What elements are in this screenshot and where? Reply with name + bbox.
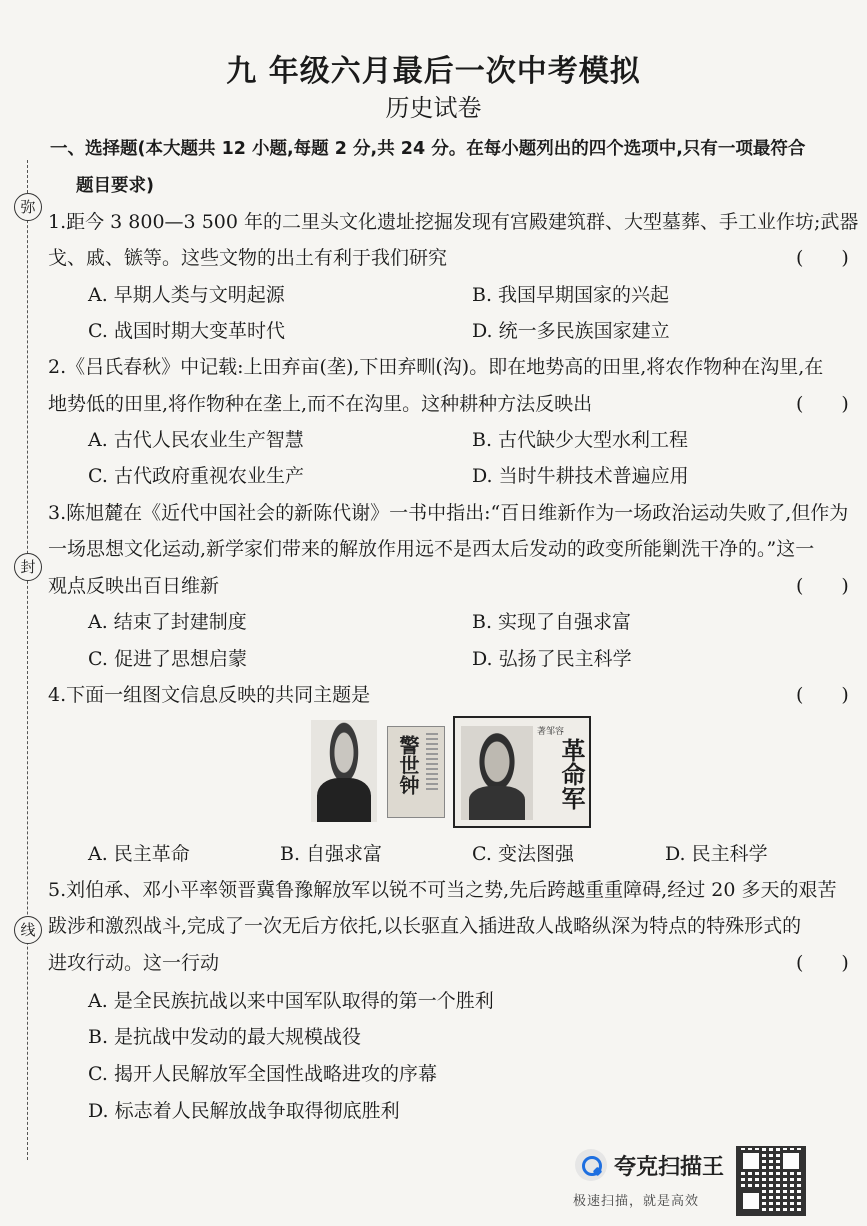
watermark-title: 夸克扫描王: [614, 1155, 725, 1180]
portrait-photo-man: [461, 726, 533, 820]
binding-mark-mi: 弥: [14, 193, 42, 221]
book-title-gemingjun: 革命军: [557, 738, 586, 810]
question-1-text: 1.距今 3 800—3 500 年的二里头文化遗址挖掘发现有宫殿建筑群、大型墓葬、手工业作坊;武器: [48, 211, 859, 233]
book-author-label: 著邹容: [537, 727, 565, 737]
book-title-jingshizhong: 警世钟: [396, 735, 420, 795]
quark-scanner-logo-icon: [575, 1149, 607, 1181]
binding-mark-xian: 线: [14, 916, 42, 944]
q5-option-d[interactable]: D. 标志着人民解放战争取得彻底胜利: [88, 1100, 400, 1122]
q5-option-b[interactable]: B. 是抗战中发动的最大规模战役: [88, 1026, 362, 1048]
q3-option-b[interactable]: B. 实现了自强求富: [472, 611, 632, 633]
q2-option-d[interactable]: D. 当时牛耕技术普遍应用: [472, 465, 689, 487]
question-3-text: 观点反映出百日维新: [48, 575, 220, 597]
q1-option-c[interactable]: C. 战国时期大变革时代: [88, 320, 285, 342]
question-3-text: 3.陈旭麓在《近代中国社会的新陈代谢》一书中指出:“百日维新作为一场政治运动失败了,但作为: [48, 502, 849, 524]
binding-dashed-line: [27, 160, 28, 1160]
book-cover-pattern: [426, 733, 438, 793]
q4-option-a[interactable]: A. 民主革命: [88, 843, 190, 865]
q4-option-d[interactable]: D. 民主科学: [665, 843, 768, 865]
q2-option-c[interactable]: C. 古代政府重视农业生产: [88, 465, 304, 487]
answer-bracket-3[interactable]: ( ): [796, 575, 849, 597]
q3-option-c[interactable]: C. 促进了思想启蒙: [88, 648, 247, 670]
question-2-text: 地势低的田里,将作物种在垄上,而不在沟里。这种耕种方法反映出: [48, 393, 593, 415]
answer-bracket-1[interactable]: ( ): [796, 247, 849, 269]
q4-option-c[interactable]: C. 变法图强: [472, 843, 574, 865]
question-5-text: 5.刘伯承、邓小平率领晋冀鲁豫解放军以锐不可当之势,先后跨越重重障碍,经过 20 多天的艰苦: [48, 879, 837, 901]
binding-mark-feng: 封: [14, 553, 42, 581]
answer-bracket-2[interactable]: ( ): [796, 393, 849, 415]
book-cover-jingshizhong: [387, 726, 445, 818]
section-heading-cont: 题目要求): [76, 176, 154, 196]
q4-option-b[interactable]: B. 自强求富: [280, 843, 383, 865]
q5-option-a[interactable]: A. 是全民族抗战以来中国军队取得的第一个胜利: [88, 990, 494, 1012]
q1-option-a[interactable]: A. 早期人类与文明起源: [88, 284, 285, 306]
question-4-images: [307, 716, 592, 828]
q3-option-d[interactable]: D. 弘扬了民主科学: [472, 648, 632, 670]
q2-option-b[interactable]: B. 古代缺少大型水利工程: [472, 429, 689, 451]
exam-subtitle: 历史试卷: [385, 94, 482, 122]
question-2-text: 2.《吕氏春秋》中记载:上田弃亩(垄),下田弃甽(沟)。即在地势高的田里,将农作物种在沟里,在: [48, 356, 824, 378]
watermark-subtitle: 极速扫描，就是高效: [573, 1194, 700, 1209]
qr-finder-pattern: [740, 1190, 762, 1212]
question-4-text: 4.下面一组图文信息反映的共同主题是: [48, 684, 371, 706]
q3-option-a[interactable]: A. 结束了封建制度: [88, 611, 247, 633]
q1-option-b[interactable]: B. 我国早期国家的兴起: [472, 284, 670, 306]
qr-finder-pattern: [740, 1150, 762, 1172]
section-heading: 一、选择题(本大题共 12 小题,每题 2 分,共 24 分。在每小题列出的四个选项中,只有一项最符合: [50, 139, 806, 159]
q5-option-c[interactable]: C. 揭开人民解放军全国性战略进攻的序幕: [88, 1063, 437, 1085]
question-5-text: 进攻行动。这一行动: [48, 952, 220, 974]
qr-finder-pattern: [780, 1150, 802, 1172]
question-3-text: 一场思想文化运动,新学家们带来的解放作用远不是西太后发动的政变所能剿洗干净的。”这一: [48, 538, 815, 560]
question-1-text: 戈、戚、镞等。这些文物的出土有利于我们研究: [48, 247, 448, 269]
exam-title: 九 年级六月最后一次中考模拟: [226, 54, 641, 89]
q1-option-d[interactable]: D. 统一多民族国家建立: [472, 320, 670, 342]
q2-option-a[interactable]: A. 古代人民农业生产智慧: [88, 429, 304, 451]
answer-bracket-4[interactable]: ( ): [796, 684, 849, 706]
portrait-photo-man-with-book: [453, 716, 591, 828]
question-5-text: 跋涉和激烈战斗,完成了一次无后方依托,以长驱直入插进敌人战略纵深为特点的特殊形式的: [48, 915, 802, 937]
portrait-photo-woman: [311, 720, 377, 822]
answer-bracket-5[interactable]: ( ): [796, 952, 849, 974]
qr-code-icon: [736, 1146, 806, 1216]
